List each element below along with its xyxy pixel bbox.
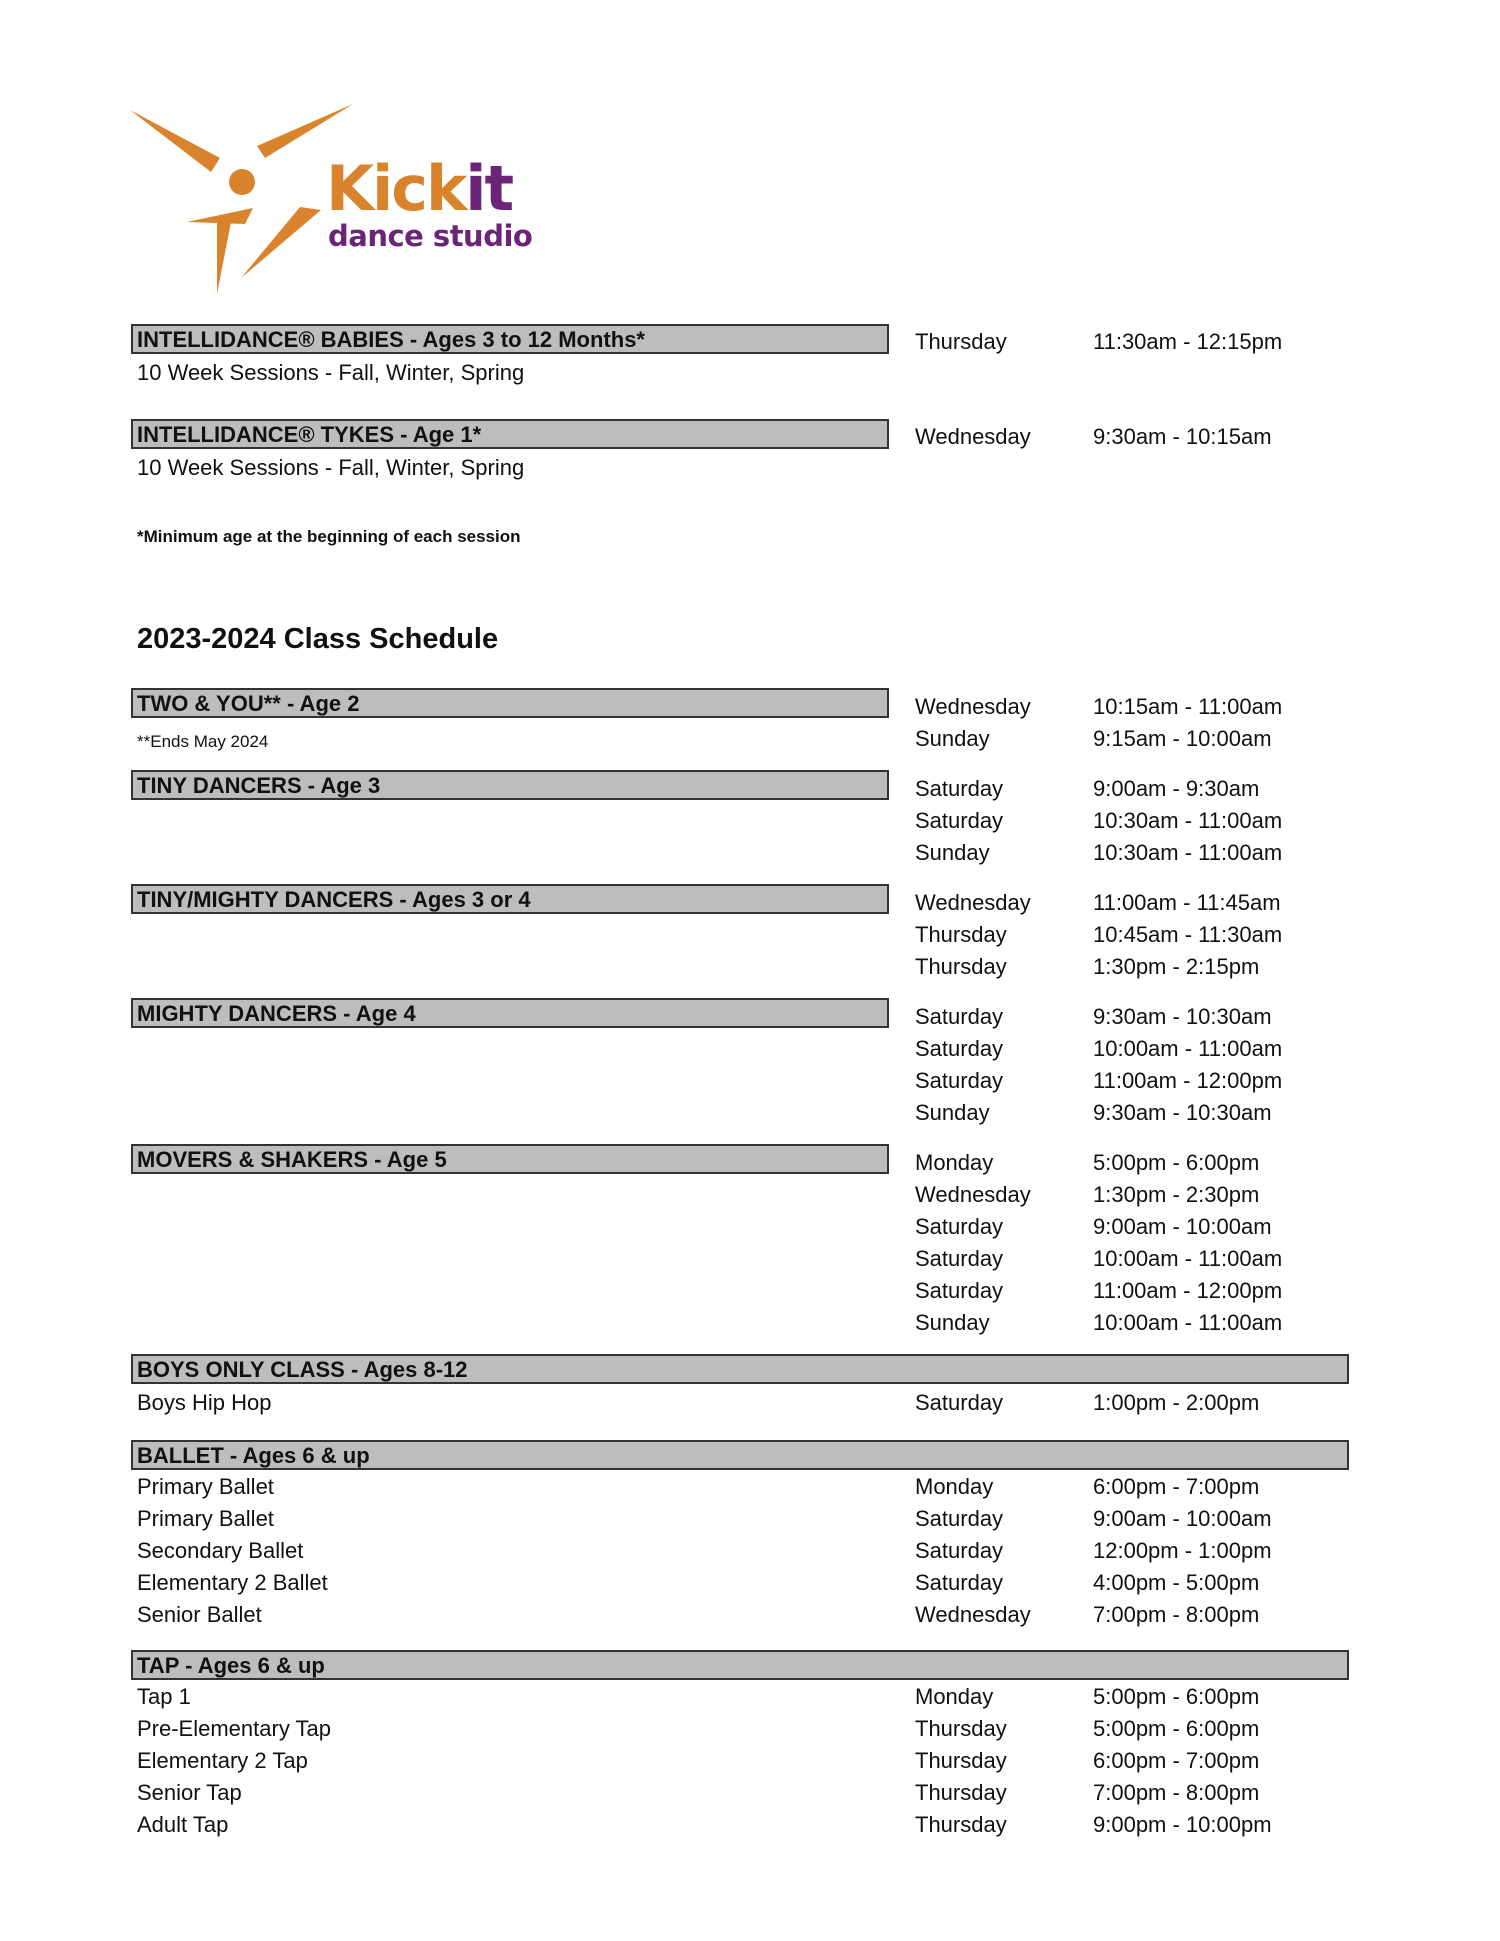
class-time: 1:00pm - 2:00pm <box>1093 1390 1260 1415</box>
class-day: Saturday <box>915 1390 1004 1415</box>
class-time: 12:00pm - 1:00pm <box>1093 1538 1272 1563</box>
class-time: 7:00pm - 8:00pm <box>1093 1602 1260 1627</box>
class-name: Pre-Elementary Tap <box>137 1716 332 1741</box>
section-header: TINY DANCERS - Age 3 <box>131 770 889 800</box>
class-day: Thursday <box>915 1748 1007 1773</box>
class-time: 9:00am - 10:00am <box>1093 1214 1272 1239</box>
class-day: Sunday <box>915 726 990 751</box>
class-day: Monday <box>915 1474 994 1499</box>
class-name: Secondary Ballet <box>137 1538 304 1563</box>
class-time: 1:30pm - 2:15pm <box>1093 954 1260 979</box>
class-time: 1:30pm - 2:30pm <box>1093 1182 1260 1207</box>
logo-word-main: Kick <box>326 152 466 225</box>
class-name: Senior Tap <box>137 1780 242 1805</box>
class-time: 5:00pm - 6:00pm <box>1093 1716 1260 1741</box>
class-time: 5:00pm - 6:00pm <box>1093 1150 1260 1175</box>
class-day: Saturday <box>915 1538 1004 1563</box>
class-time: 9:00am - 9:30am <box>1093 776 1260 801</box>
class-day: Thursday <box>915 329 1007 354</box>
class-name: Elementary 2 Ballet <box>137 1570 328 1595</box>
logo-tagline: dance studio <box>328 219 533 253</box>
class-day: Thursday <box>915 1780 1007 1805</box>
class-time: 10:45am - 11:30am <box>1093 922 1283 947</box>
class-day: Saturday <box>915 1214 1004 1239</box>
class-time: 9:30am - 10:30am <box>1093 1004 1272 1029</box>
group-note: **Ends May 2024 <box>137 732 269 751</box>
class-time: 10:00am - 11:00am <box>1093 1246 1283 1271</box>
class-day: Thursday <box>915 1716 1007 1741</box>
class-day: Saturday <box>915 1004 1004 1029</box>
class-day: Wednesday <box>915 890 1031 915</box>
class-time: 10:00am - 11:00am <box>1093 1310 1283 1335</box>
class-time: 7:00pm - 8:00pm <box>1093 1780 1260 1805</box>
class-time: 11:00am - 12:00pm <box>1093 1278 1283 1303</box>
class-day: Saturday <box>915 1278 1004 1303</box>
class-name: Tap 1 <box>137 1684 191 1709</box>
class-time: 4:00pm - 5:00pm <box>1093 1570 1260 1595</box>
class-name: Primary Ballet <box>137 1506 274 1531</box>
class-time: 9:30am - 10:30am <box>1093 1100 1272 1125</box>
class-time: 11:00am - 11:45am <box>1093 890 1281 915</box>
class-time: 6:00pm - 7:00pm <box>1093 1474 1260 1499</box>
class-time: 9:00am - 10:00am <box>1093 1506 1272 1531</box>
class-day: Saturday <box>915 1506 1004 1531</box>
class-name: Elementary 2 Tap <box>137 1748 308 1773</box>
class-name: Senior Ballet <box>137 1602 262 1627</box>
section-header: MIGHTY DANCERS - Age 4 <box>131 998 889 1028</box>
section-header: TWO & YOU** - Age 2 <box>131 688 889 718</box>
class-name: Primary Ballet <box>137 1474 274 1499</box>
class-time: 11:00am - 12:00pm <box>1093 1068 1283 1093</box>
class-day: Thursday <box>915 922 1007 947</box>
section-header: INTELLIDANCE® TYKES - Age 1* <box>131 419 889 449</box>
class-day: Sunday <box>915 840 990 865</box>
class-time: 11:30am - 12:15pm <box>1093 329 1283 354</box>
class-name: Adult Tap <box>137 1812 229 1837</box>
section-header: TAP - Ages 6 & up <box>131 1650 1349 1680</box>
section-header: MOVERS & SHAKERS - Age 5 <box>131 1144 889 1174</box>
section-header: TINY/MIGHTY DANCERS - Ages 3 or 4 <box>131 884 889 914</box>
logo-wordmark <box>326 152 513 225</box>
class-day: Saturday <box>915 1570 1004 1595</box>
section-header: INTELLIDANCE® BABIES - Ages 3 to 12 Months* <box>131 324 889 354</box>
class-day: Wednesday <box>915 1182 1031 1207</box>
class-day: Saturday <box>915 1036 1004 1061</box>
class-day: Monday <box>915 1150 994 1175</box>
session-info: 10 Week Sessions - Fall, Winter, Spring <box>137 455 525 480</box>
class-time: 10:30am - 11:00am <box>1093 808 1283 833</box>
class-time: 9:30am - 10:15am <box>1093 424 1272 449</box>
class-day: Saturday <box>915 1246 1004 1271</box>
session-info: 10 Week Sessions - Fall, Winter, Spring <box>137 360 525 385</box>
class-day: Saturday <box>915 1068 1004 1093</box>
class-day: Wednesday <box>915 694 1031 719</box>
class-day: Saturday <box>915 776 1004 801</box>
class-day: Saturday <box>915 808 1004 833</box>
section-header: BOYS ONLY CLASS - Ages 8-12 <box>131 1354 1349 1384</box>
class-day: Monday <box>915 1684 994 1709</box>
logo-word-accent: it <box>465 152 513 225</box>
schedule-title: 2023-2024 Class Schedule <box>137 623 499 655</box>
class-time: 9:15am - 10:00am <box>1093 726 1272 751</box>
class-time: 10:00am - 11:00am <box>1093 1036 1283 1061</box>
class-day: Thursday <box>915 954 1007 979</box>
class-time: 5:00pm - 6:00pm <box>1093 1684 1260 1709</box>
class-time: 6:00pm - 7:00pm <box>1093 1748 1260 1773</box>
class-time: 9:00pm - 10:00pm <box>1093 1812 1272 1837</box>
class-name: Boys Hip Hop <box>137 1390 272 1415</box>
class-day: Sunday <box>915 1310 990 1335</box>
min-age-note: *Minimum age at the beginning of each session <box>137 527 521 546</box>
class-day: Sunday <box>915 1100 990 1125</box>
class-time: 10:15am - 11:00am <box>1093 694 1283 719</box>
class-day: Thursday <box>915 1812 1007 1837</box>
class-day: Wednesday <box>915 424 1031 449</box>
class-day: Wednesday <box>915 1602 1031 1627</box>
class-time: 10:30am - 11:00am <box>1093 840 1283 865</box>
section-header: BALLET - Ages 6 & up <box>131 1440 1349 1470</box>
